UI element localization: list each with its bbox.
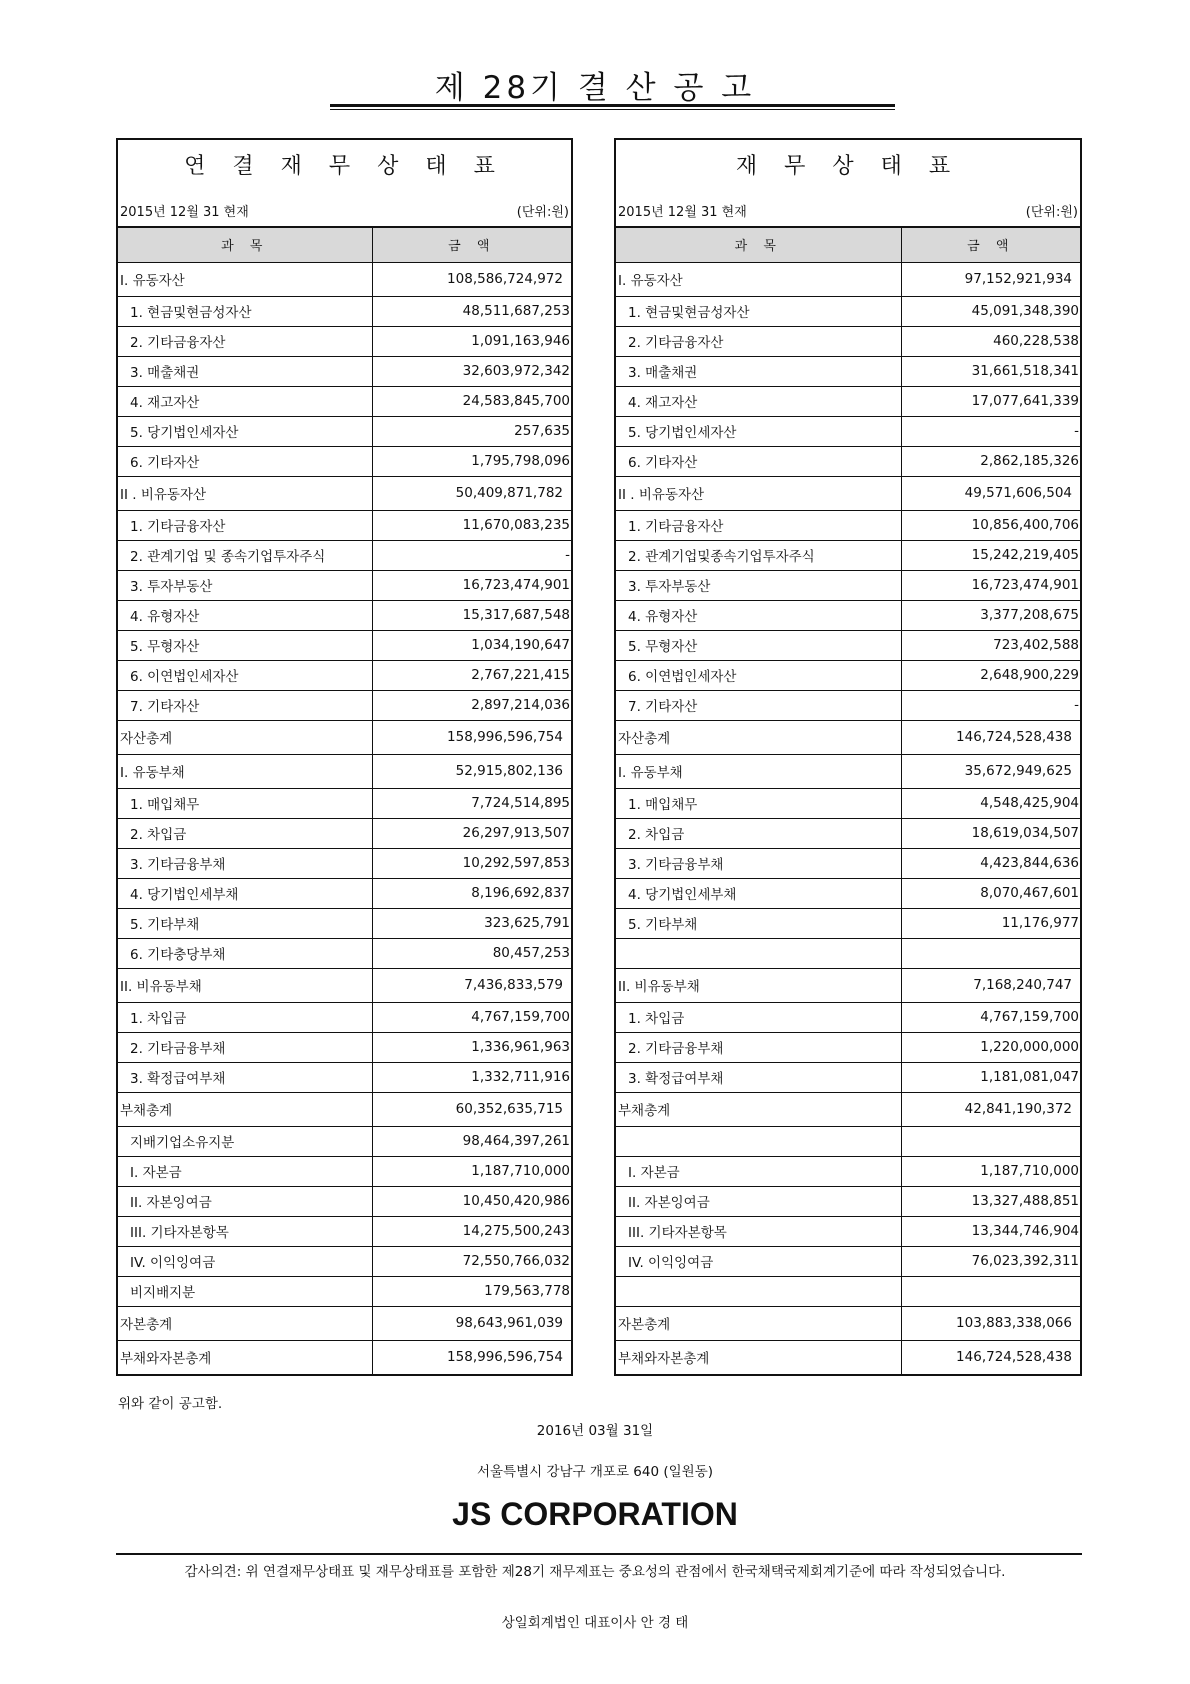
amount-value: [901, 938, 1080, 968]
table-row: [616, 570, 1080, 600]
consolidated-balance-sheet: [116, 138, 573, 1376]
amount-value: 16,723,474,901: [901, 570, 1080, 600]
account-name: I. 유동부채: [118, 754, 372, 788]
amount-value: 60,352,635,715: [372, 1092, 571, 1126]
table-row: [118, 1276, 571, 1306]
table-row: [118, 386, 571, 416]
table-row: [118, 938, 571, 968]
table-row: [616, 446, 1080, 476]
account-name: [616, 1126, 901, 1156]
page-title: 제 28기 결 산 공 고: [434, 70, 756, 106]
account-name: 2. 기타금융자산: [616, 326, 901, 356]
account-name: II . 비유동자산: [616, 476, 901, 510]
amount-value: 10,856,400,706: [901, 510, 1080, 540]
table-row: [616, 1340, 1080, 1374]
account-name: 6. 이연법인세자산: [616, 660, 901, 690]
amount-value: -: [901, 416, 1080, 446]
amount-value: 15,317,687,548: [372, 600, 571, 630]
amount-value: 1,795,798,096: [372, 446, 571, 476]
amount-value: 49,571,606,504: [901, 476, 1080, 510]
amount-value: 1,336,961,963: [372, 1032, 571, 1062]
account-name: 2. 기타금융부채: [616, 1032, 901, 1062]
table-row: [616, 1186, 1080, 1216]
amount-value: 108,586,724,972: [372, 262, 571, 296]
amount-value: 17,077,641,339: [901, 386, 1080, 416]
amount-value: 18,619,034,507: [901, 818, 1080, 848]
table-row: [118, 416, 571, 446]
amount-value: 1,187,710,000: [901, 1156, 1080, 1186]
table-row: [118, 848, 571, 878]
separate-unit: (단위:원): [1025, 204, 1078, 220]
amount-value: 31,661,518,341: [901, 356, 1080, 386]
table-row: [118, 540, 571, 570]
amount-value: 1,332,711,916: [372, 1062, 571, 1092]
table-row: [118, 968, 571, 1002]
account-name: 자본총계: [118, 1306, 372, 1340]
account-name: 2. 관계기업및종속기업투자주식: [616, 540, 901, 570]
account-name: 6. 기타충당부채: [118, 938, 372, 968]
account-name: 1. 매입채무: [616, 788, 901, 818]
title-underline-thin: [330, 109, 895, 110]
account-name: 5. 당기법인세자산: [118, 416, 372, 446]
table-row: [616, 754, 1080, 788]
amount-value: 257,635: [372, 416, 571, 446]
amount-value: 1,187,710,000: [372, 1156, 571, 1186]
account-name: 3. 기타금융부채: [616, 848, 901, 878]
table-row: [616, 1156, 1080, 1186]
amount-value: 10,292,597,853: [372, 848, 571, 878]
amount-value: 52,915,802,136: [372, 754, 571, 788]
table-row: [616, 416, 1080, 446]
account-name: 3. 확정급여부채: [118, 1062, 372, 1092]
account-name: 4. 유형자산: [616, 600, 901, 630]
account-name: 6. 기타자산: [616, 446, 901, 476]
amount-value: 50,409,871,782: [372, 476, 571, 510]
amount-value: 76,023,392,311: [901, 1246, 1080, 1276]
account-name: [616, 1276, 901, 1306]
table-row: [616, 690, 1080, 720]
account-name: 3. 매출채권: [616, 356, 901, 386]
table-row: [616, 1062, 1080, 1092]
table-row: [616, 296, 1080, 326]
table-header-row: [118, 228, 571, 262]
table-row: [118, 878, 571, 908]
account-name: [616, 938, 901, 968]
amount-value: 7,724,514,895: [372, 788, 571, 818]
amount-value: 1,034,190,647: [372, 630, 571, 660]
amount-value: 179,563,778: [372, 1276, 571, 1306]
table-row: [616, 540, 1080, 570]
account-name: 4. 당기법인세부채: [616, 878, 901, 908]
table-row: [616, 788, 1080, 818]
table-row: [616, 1246, 1080, 1276]
table-row: [118, 788, 571, 818]
account-name: 6. 이연법인세자산: [118, 660, 372, 690]
table-row: [616, 476, 1080, 510]
amount-value: 24,583,845,700: [372, 386, 571, 416]
amount-value: 1,220,000,000: [901, 1032, 1080, 1062]
amount-value: 460,228,538: [901, 326, 1080, 356]
amount-value: 97,152,921,934: [901, 262, 1080, 296]
amount-value: 16,723,474,901: [372, 570, 571, 600]
separate-table-body: [616, 262, 1080, 1374]
account-name: IV. 이익잉여금: [616, 1246, 901, 1276]
account-name: 3. 확정급여부채: [616, 1062, 901, 1092]
account-name: 4. 재고자산: [616, 386, 901, 416]
amount-value: -: [372, 540, 571, 570]
table-row: [616, 720, 1080, 754]
account-name: 부채와자본총계: [616, 1340, 901, 1374]
amount-value: 723,402,588: [901, 630, 1080, 660]
amount-value: 4,767,159,700: [372, 1002, 571, 1032]
amount-value: 13,327,488,851: [901, 1186, 1080, 1216]
account-name: 1. 기타금융자산: [118, 510, 372, 540]
table-row: [616, 1276, 1080, 1306]
amount-value: 8,196,692,837: [372, 878, 571, 908]
account-name: 지배기업소유지분: [118, 1126, 372, 1156]
account-name: 부채총계: [616, 1092, 901, 1126]
account-name: 1. 현금및현금성자산: [118, 296, 372, 326]
consolidated-table-body: [118, 262, 571, 1374]
separate-meta: [616, 194, 1080, 228]
title-underline-thick: [330, 104, 895, 107]
amount-value: 3,377,208,675: [901, 600, 1080, 630]
table-row: [616, 326, 1080, 356]
account-name: 7. 기타자산: [616, 690, 901, 720]
table-row: [616, 818, 1080, 848]
table-header-row: [616, 228, 1080, 262]
account-name: 1. 기타금융자산: [616, 510, 901, 540]
audit-opinion: 감사의견: 위 연결재무상태표 및 재무상태표를 포함한 제28기 재무제표는 중요성의 관점에서 한국채택국제회계기준에 따라 작성되었습니다.: [184, 1564, 1006, 1580]
account-name: 5. 무형자산: [118, 630, 372, 660]
amount-value: [901, 1126, 1080, 1156]
account-name: IV. 이익잉여금: [118, 1246, 372, 1276]
table-row: [118, 754, 571, 788]
table-row: [118, 1186, 571, 1216]
amount-value: 80,457,253: [372, 938, 571, 968]
account-name: 2. 기타금융자산: [118, 326, 372, 356]
company-address: 서울특별시 강남구 개포로 640 (일원동): [476, 1464, 714, 1480]
amount-value: 48,511,687,253: [372, 296, 571, 326]
consolidated-title: 연 결 재 무 상 태 표: [184, 154, 505, 179]
account-name: 4. 재고자산: [118, 386, 372, 416]
account-name: 3. 매출채권: [118, 356, 372, 386]
table-row: [118, 1156, 571, 1186]
account-name: 2. 기타금융부채: [118, 1032, 372, 1062]
amount-value: 98,643,961,039: [372, 1306, 571, 1340]
account-name: II. 자본잉여금: [616, 1186, 901, 1216]
table-row: [616, 968, 1080, 1002]
table-row: [616, 630, 1080, 660]
account-name: 6. 기타자산: [118, 446, 372, 476]
account-name: I. 유동자산: [616, 262, 901, 296]
table-row: [118, 600, 571, 630]
account-name: 5. 기타부채: [118, 908, 372, 938]
table-row: [118, 1306, 571, 1340]
column-header-amount: 금 액: [372, 228, 571, 262]
account-name: I. 자본금: [616, 1156, 901, 1186]
amount-value: 98,464,397,261: [372, 1126, 571, 1156]
amount-value: 45,091,348,390: [901, 296, 1080, 326]
table-row: [118, 1216, 571, 1246]
consolidated-table: [118, 228, 571, 1374]
account-name: 5. 기타부채: [616, 908, 901, 938]
table-row: [118, 1246, 571, 1276]
amount-value: 8,070,467,601: [901, 878, 1080, 908]
table-row: [118, 296, 571, 326]
amount-value: 32,603,972,342: [372, 356, 571, 386]
table-row: [616, 1216, 1080, 1246]
amount-value: 10,450,420,986: [372, 1186, 571, 1216]
table-row: [616, 1126, 1080, 1156]
table-row: [616, 262, 1080, 296]
account-name: 1. 매입채무: [118, 788, 372, 818]
table-row: [616, 1002, 1080, 1032]
amount-value: 15,242,219,405: [901, 540, 1080, 570]
table-row: [616, 908, 1080, 938]
amount-value: 11,670,083,235: [372, 510, 571, 540]
auditor-signature: 상일회계법인 대표이사 안 경 태: [501, 1615, 689, 1631]
account-name: III. 기타자본항목: [616, 1216, 901, 1246]
table-row: [616, 356, 1080, 386]
amount-value: 323,625,791: [372, 908, 571, 938]
table-row: [616, 938, 1080, 968]
amount-value: 146,724,528,438: [956, 1349, 1072, 1366]
column-header-account: 과 목: [118, 228, 372, 262]
account-name: 5. 당기법인세자산: [616, 416, 901, 446]
account-name: 4. 당기법인세부채: [118, 878, 372, 908]
table-row: [118, 660, 571, 690]
announcement-date: 2016년 03월 31일: [536, 1423, 654, 1439]
table-row: [118, 1062, 571, 1092]
account-name: 5. 무형자산: [616, 630, 901, 660]
separate-balance-sheet: [614, 138, 1082, 1376]
table-row: [616, 600, 1080, 630]
table-row: [616, 1032, 1080, 1062]
amount-value: -: [901, 690, 1080, 720]
account-name: III. 기타자본항목: [118, 1216, 372, 1246]
account-name: 1. 차입금: [118, 1002, 372, 1032]
account-name: I. 자본금: [118, 1156, 372, 1186]
account-name: 3. 기타금융부채: [118, 848, 372, 878]
amount-value: 4,548,425,904: [901, 788, 1080, 818]
amount-value: 72,550,766,032: [372, 1246, 571, 1276]
table-row: [616, 510, 1080, 540]
table-row: [118, 1126, 571, 1156]
separate-table: [616, 228, 1080, 1374]
table-row: [118, 326, 571, 356]
account-name: 4. 유형자산: [118, 600, 372, 630]
account-name: 3. 투자부동산: [616, 570, 901, 600]
amount-value: 35,672,949,625: [901, 754, 1080, 788]
table-row: [118, 690, 571, 720]
column-header-account: 과 목: [616, 228, 901, 262]
account-name: 2. 관계기업 및 종속기업투자주식: [118, 540, 372, 570]
account-name: II. 비유동부채: [616, 968, 901, 1002]
amount-value: 2,862,185,326: [901, 446, 1080, 476]
account-name: 비지배지분: [118, 1276, 372, 1306]
amount-value: 103,883,338,066: [901, 1306, 1080, 1340]
account-name: 3. 투자부동산: [118, 570, 372, 600]
table-row: [616, 878, 1080, 908]
amount-value: 158,996,596,754: [447, 1349, 563, 1366]
table-row: [118, 1340, 571, 1374]
amount-value: 2,767,221,415: [372, 660, 571, 690]
account-name: 7. 기타자산: [118, 690, 372, 720]
table-row: [616, 660, 1080, 690]
amount-value: 13,344,746,904: [901, 1216, 1080, 1246]
table-row: [118, 720, 571, 754]
amount-value: 11,176,977: [901, 908, 1080, 938]
account-name: 2. 차입금: [118, 818, 372, 848]
consolidated-meta: [118, 194, 571, 228]
amount-value: 4,767,159,700: [901, 1002, 1080, 1032]
amount-value: 1,091,163,946: [372, 326, 571, 356]
account-name: 자본총계: [616, 1306, 901, 1340]
amount-value: 7,436,833,579: [372, 968, 571, 1002]
account-name: 부채총계: [118, 1092, 372, 1126]
company-logo: JS CORPORATION: [452, 1496, 738, 1532]
amount-value: 42,841,190,372: [901, 1092, 1080, 1126]
amount-value: 7,168,240,747: [901, 968, 1080, 1002]
table-row: [118, 262, 571, 296]
table-row: [616, 1092, 1080, 1126]
table-row: [616, 1306, 1080, 1340]
table-row: [118, 818, 571, 848]
table-row: [118, 1002, 571, 1032]
amount-value: 2,648,900,229: [901, 660, 1080, 690]
amount-value: 4,423,844,636: [901, 848, 1080, 878]
account-name: II. 자본잉여금: [118, 1186, 372, 1216]
table-row: [118, 1032, 571, 1062]
account-name: I. 유동자산: [118, 262, 372, 296]
amount-value: 1,181,081,047: [901, 1062, 1080, 1092]
account-name: II . 비유동자산: [118, 476, 372, 510]
table-row: [118, 1092, 571, 1126]
table-row: [118, 510, 571, 540]
account-name: 부채와자본총계: [118, 1340, 372, 1374]
column-header-amount: 금 액: [901, 228, 1080, 262]
amount-value: 14,275,500,243: [372, 1216, 571, 1246]
footer-divider: [116, 1553, 1082, 1555]
account-name: II. 비유동부채: [118, 968, 372, 1002]
notice-text: 위와 같이 공고함.: [118, 1396, 223, 1412]
table-row: [616, 848, 1080, 878]
table-row: [118, 908, 571, 938]
account-name: 1. 현금및현금성자산: [616, 296, 901, 326]
table-row: [118, 476, 571, 510]
separate-title: 재 무 상 태 표: [735, 154, 961, 179]
consolidated-unit: (단위:원): [516, 204, 569, 220]
table-row: [118, 356, 571, 386]
table-row: [118, 570, 571, 600]
amount-value: 2,897,214,036: [372, 690, 571, 720]
table-row: [118, 446, 571, 476]
amount-value: 158,996,596,754: [372, 720, 571, 754]
table-row: [118, 630, 571, 660]
amount-value: [901, 1276, 1080, 1306]
separate-date: 2015년 12월 31 현재: [618, 204, 747, 220]
consolidated-date: 2015년 12월 31 현재: [120, 204, 249, 220]
account-name: 1. 차입금: [616, 1002, 901, 1032]
account-name: 2. 차입금: [616, 818, 901, 848]
table-row: [616, 386, 1080, 416]
amount-value: 146,724,528,438: [901, 720, 1080, 754]
amount-value: 26,297,913,507: [372, 818, 571, 848]
account-name: 자산총계: [616, 720, 901, 754]
account-name: 자산총계: [118, 720, 372, 754]
account-name: I. 유동부채: [616, 754, 901, 788]
